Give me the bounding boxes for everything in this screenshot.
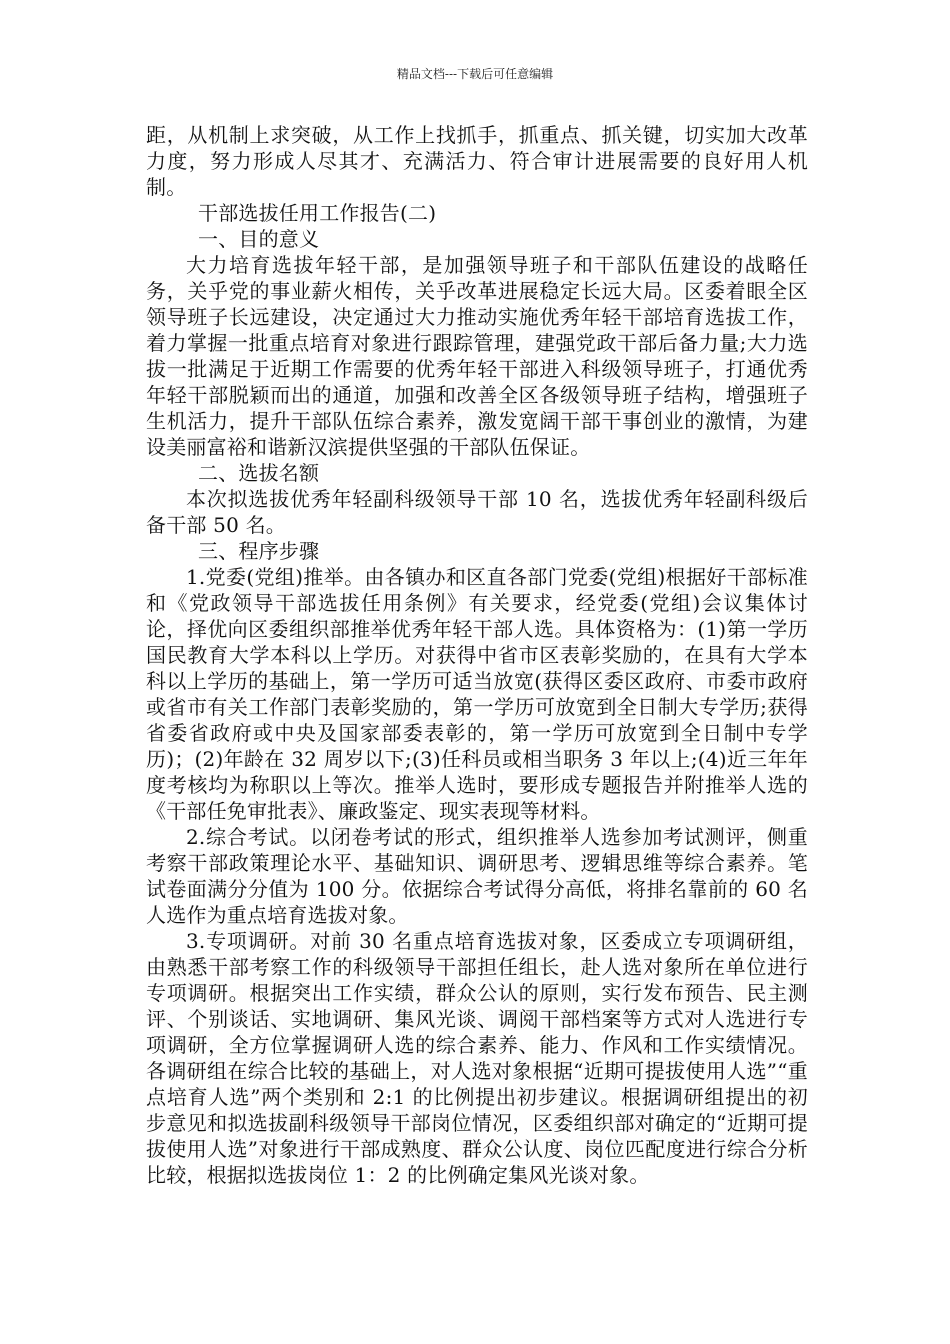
paragraph-step-2: 2.综合考试。以闭卷考试的形式，组织推举人选参加考试测评，侧重考察干部政策理论水平、基础知识、调研思考、逻辑思维等综合素养。笔试卷面满分分值为 100 分。依据综合考试得分高低，将排名靠前的 60 名人选作为重点培育选拔对象。	[146, 825, 808, 927]
paragraph-quota: 本次拟选拔优秀年轻副科级领导干部 10 名，选拔优秀年轻副科级后备干部 50 名。	[146, 487, 808, 537]
page-header: 精品文档---下载后可任意编辑	[396, 67, 554, 81]
report-title: 干部选拔任用工作报告(二)	[198, 201, 437, 225]
document-body	[146, 122, 808, 1188]
paragraph-continuation: 距，从机制上求突破，从工作上找抓手，抓重点、抓关键，切实加大改革力度，努力形成人尽其才、充满活力、符合审计进展需要的良好用人机制。	[146, 123, 808, 199]
paragraph-purpose: 大力培育选拔年轻干部，是加强领导班子和干部队伍建设的战略任务，关乎党的事业薪火相传，关乎改革进展稳定长远大局。区委着眼全区领导班子长远建设，决定通过大力推动实施优秀年轻干部培育选拔工作，着力掌握一批重点培育对象进行跟踪管理，建强党政干部后备力量;大力选拔一批满足于近期工作需要的优秀年轻干部进入科级领导班子，打通优秀年轻干部脱颖而出的通道，加强和改善全区各级领导班子结构，增强班子生机活力，提升干部队伍综合素养，激发宽阔干部干事创业的激情，为建设美丽富裕和谐新汉滨提供坚强的干部队伍保证。	[146, 253, 808, 459]
section-heading-procedure: 三、程序步骤	[198, 539, 320, 563]
paragraph-step-3: 3.专项调研。对前 30 名重点培育选拔对象，区委成立专项调研组，由熟悉干部考察工作的科级领导干部担任组长，赴人选对象所在单位进行专项调研。根据突出工作实绩，群众公认的原则，实行发布预告、民主测评、个别谈话、实地调研、集风光谈、调阅干部档案等方式对人选进行专项调研，全方位掌握调研人选的综合素养、能力、作风和工作实绩情况。各调研组在综合比较的基础上，对人选对象根据“近期可提拔使用人选”“重点培育人选”两个类别和 2:1 的比例提出初步建议。根据调研组提出的初步意见和拟选拔副科级领导干部岗位情况，区委组织部对确定的“近期可提拔使用人选”对象进行干部成熟度、群众公认度、岗位匹配度进行综合分析比较，根据拟选拔岗位 1：2 的比例确定集风光谈对象。	[146, 929, 808, 1187]
paragraph-step-1: 1.党委(党组)推举。由各镇办和区直各部门党委(党组)根据好干部标准和《党政领导干部选拔任用条例》有关要求，经党委(党组)会议集体讨论，择优向区委组织部推举优秀年轻干部人选。具体资格为：(1)第一学历国民教育大学本科以上学历。对获得中省市区表彰奖励的，在具有大学本科以上学历的基础上，第一学历可适当放宽(获得区委区政府、市委市政府或省市有关工作部门表彰奖励的，第一学历可放宽到全日制大专学历;获得省委省政府或中央及国家部委表彰的，第一学历可放宽到全日制中专学历)；(2)年龄在 32 周岁以下;(3)任科员或相当职务 3 年以上;(4)近三年年度考核均为称职以上等次。推举人选时，要形成专题报告并附推举人选的《干部任免审批表》、廉政鉴定、现实表现等材料。	[146, 565, 808, 823]
section-heading-purpose: 一、目的意义	[198, 227, 320, 251]
section-heading-quota: 二、选拔名额	[198, 461, 320, 485]
